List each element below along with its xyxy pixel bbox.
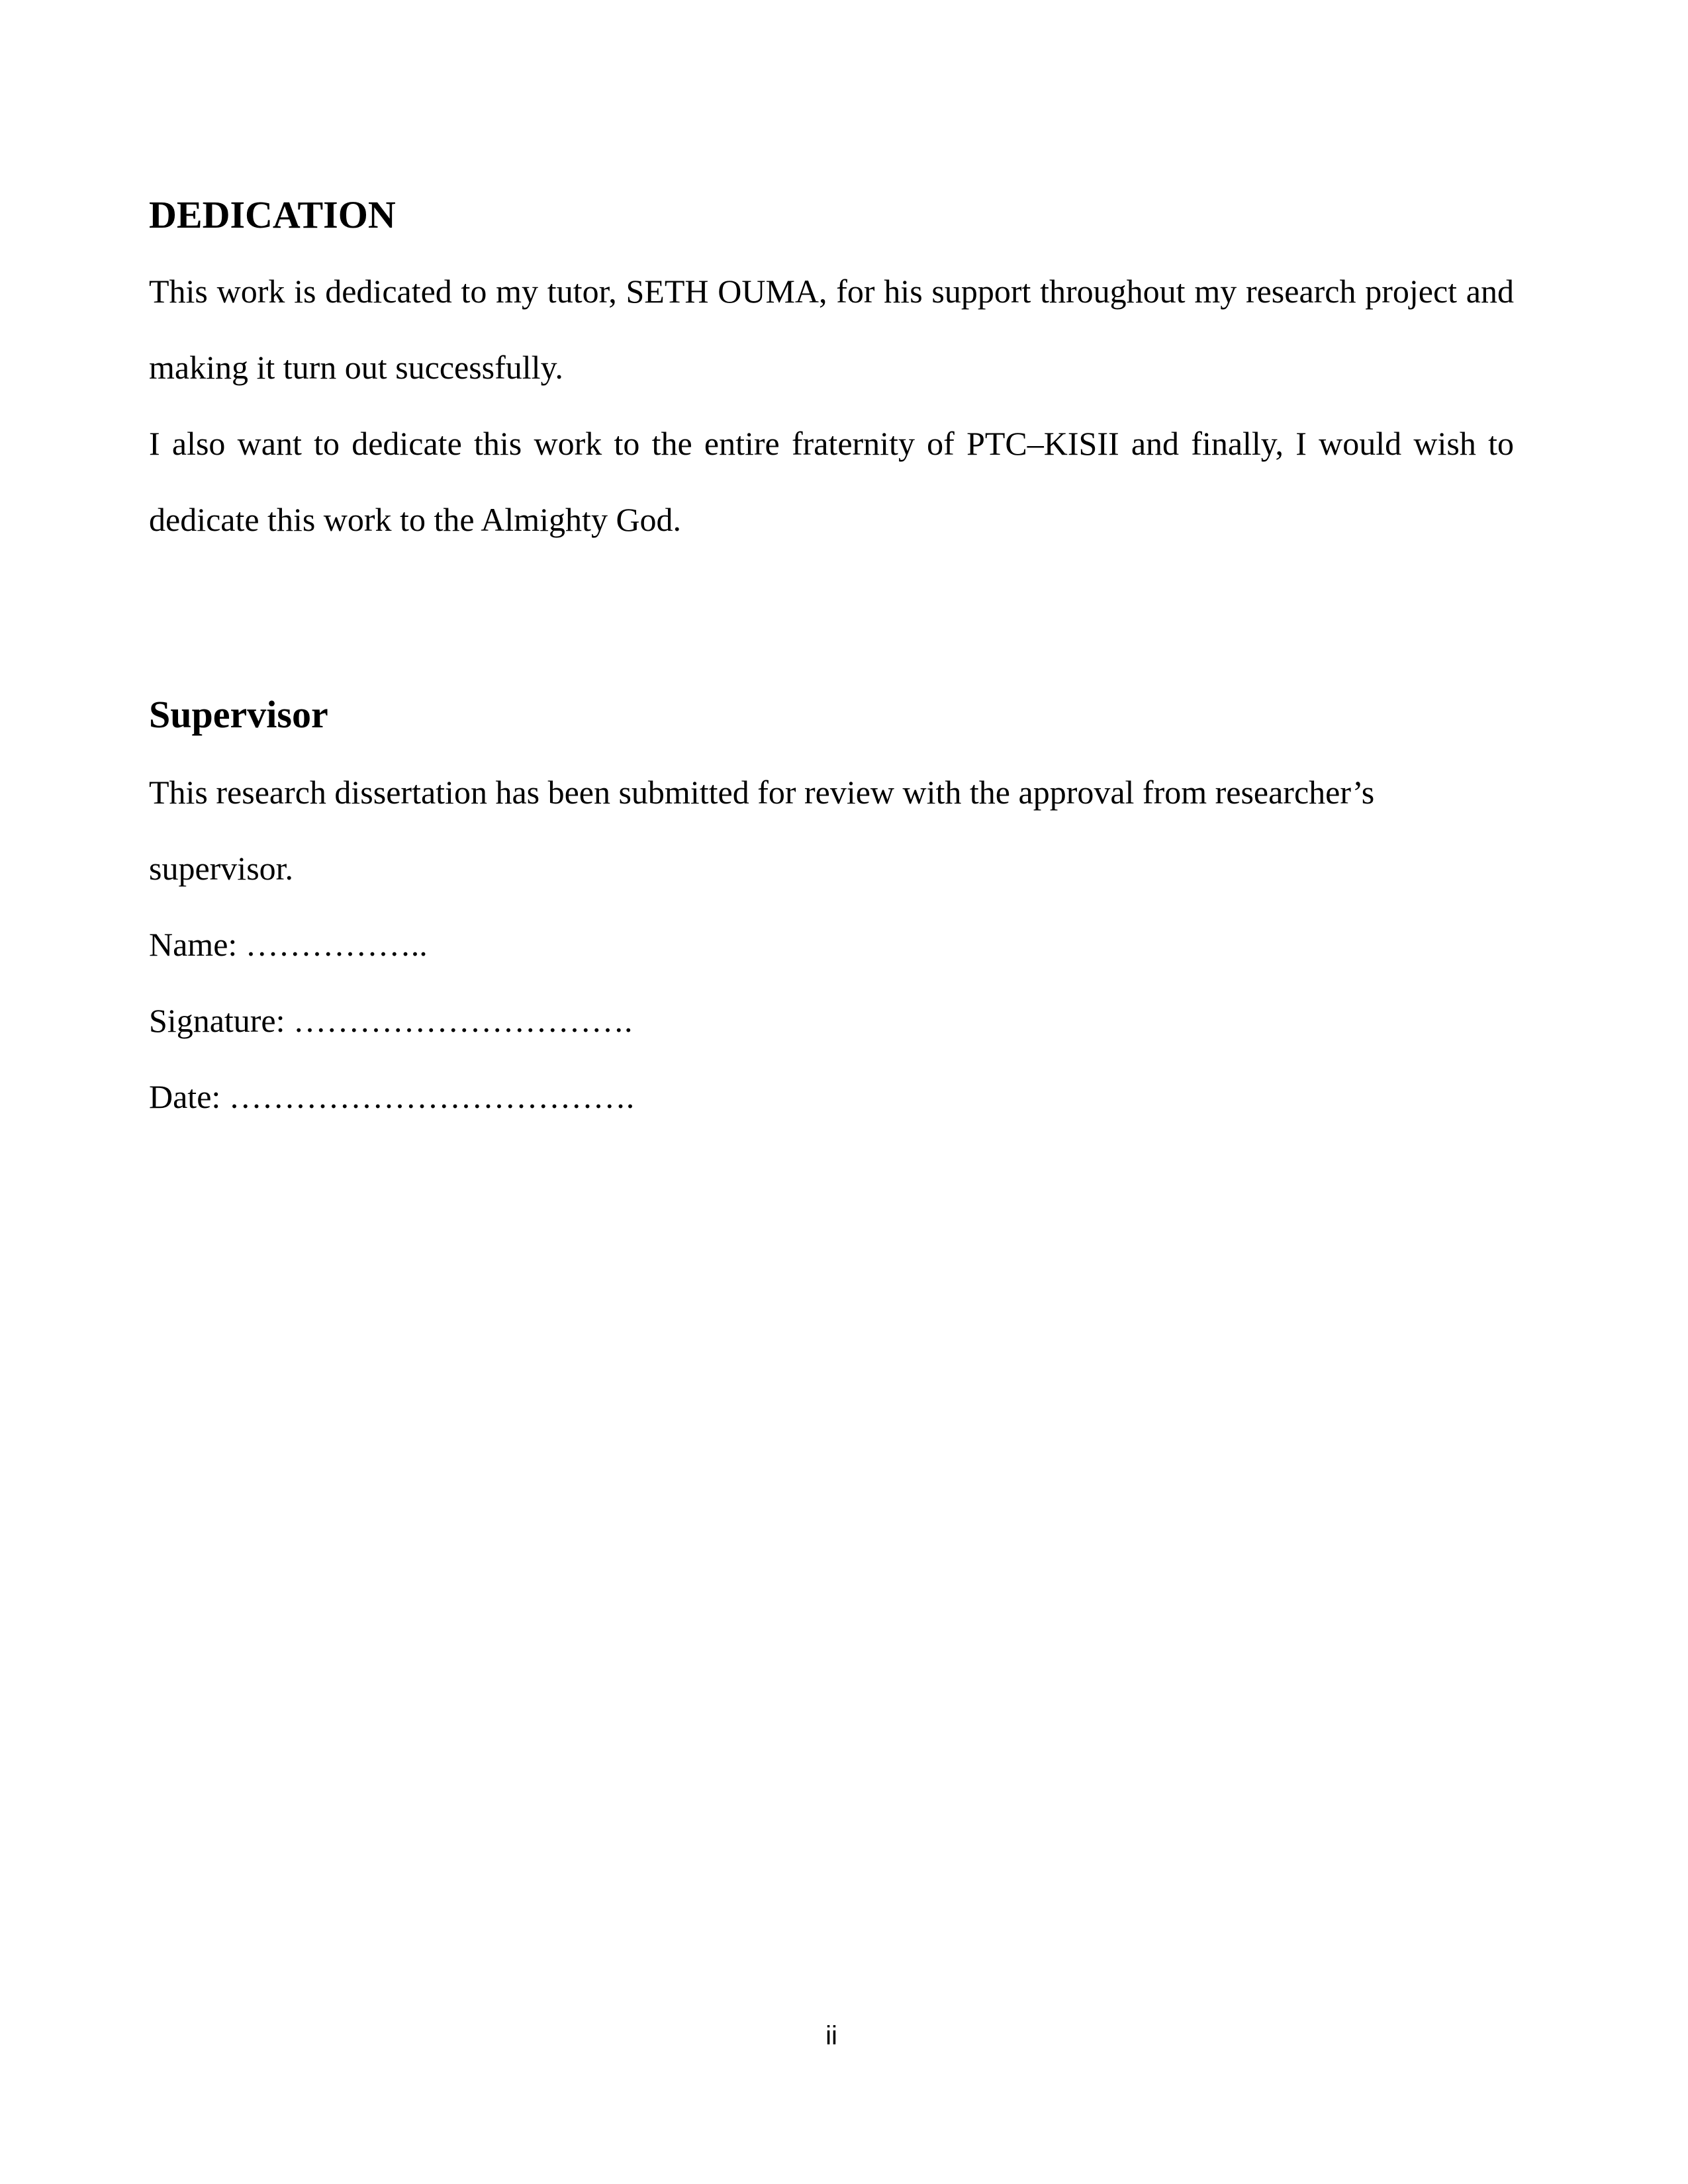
text-line: supervisor. [149,850,294,887]
text-line: This research dissertation has been submitted for review with the approval from researcher’s [149,774,1375,811]
dedication-paragraphs [149,253,1514,558]
supervisor-paragraphs [149,754,1514,1135]
text-line: Signature: …………………………. [149,1002,633,1039]
text-line: making it turn out successfully. [149,349,563,386]
text-line: dedicate this work to the Almighty God. [149,501,682,538]
dedication-heading: DEDICATION [149,193,396,236]
supervisor-heading: Supervisor [149,693,328,736]
text-line: Date: ………………………………. [149,1078,635,1115]
page-number: ii [825,2021,837,2050]
text-line: I also want to dedicate this work to the entire fraternity of PTC–KISII and finally, I would wish to [149,425,1514,462]
text-line: This work is dedicated to my tutor, SETH OUMA, for his support throughout my research project and [149,273,1514,310]
text-line: Name: …………….. [149,926,428,963]
